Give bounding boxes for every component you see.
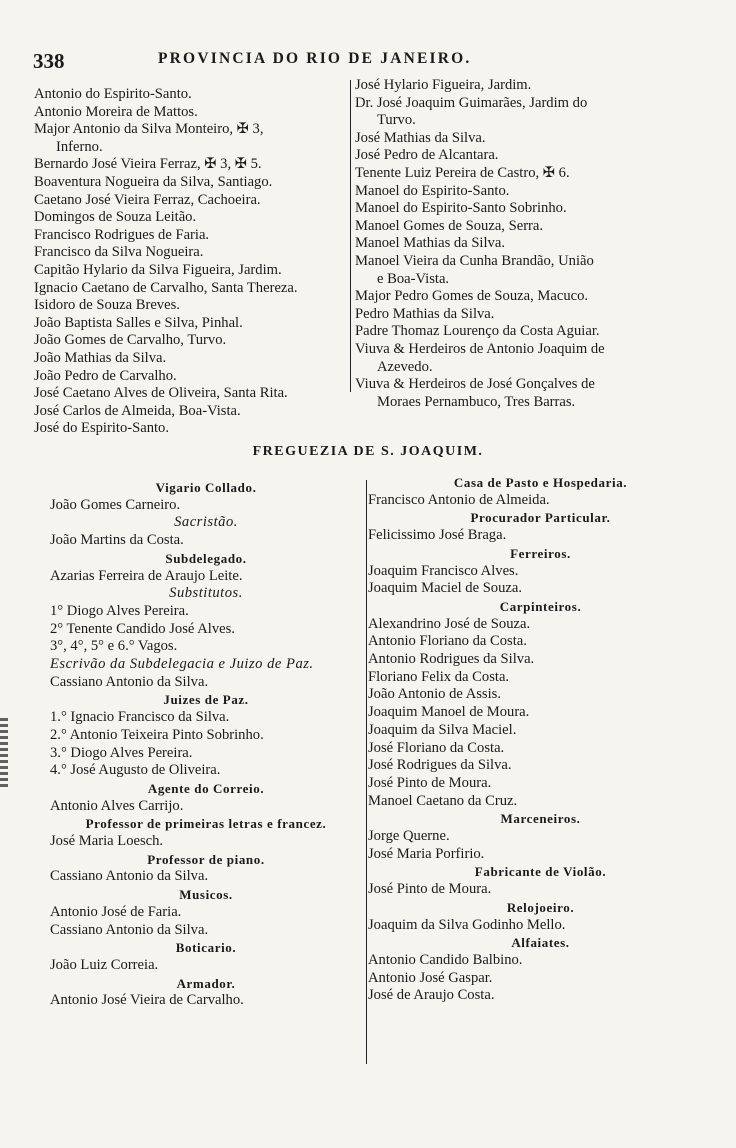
list-item: Joaquim Manoel de Moura. [368, 704, 530, 721]
list-item: Ignacio Caetano de Carvalho, Santa Thereza. [34, 279, 298, 296]
list-item: Antonio José Gaspar. [368, 969, 493, 986]
heading-boticario: Boticario. [175, 940, 237, 956]
list-item: Major Antonio da Silva Monteiro, ✠ 3, [34, 121, 264, 138]
heading-casa-de-pasto: Casa de Pasto e Hospedaria. [453, 475, 628, 490]
heading-fabricante-violao: Fabricante de Violão. [474, 864, 607, 880]
heading-musicos: Musicos. [179, 887, 233, 903]
list-item: Caetano José Vieira Ferraz, Cachoeira. [34, 191, 261, 208]
list-item: Boaventura Nogueira da Silva, Santiago. [34, 173, 273, 190]
list-item: Francisco Antonio de Almeida. [368, 491, 550, 508]
list-item: 1.° Ignacio Francisco da Silva. [50, 709, 230, 726]
list-item: 4.° José Augusto de Oliveira. [50, 762, 221, 779]
list-item: Antonio José de Faria. [50, 903, 182, 920]
list-item: João Martins da Costa. [50, 532, 184, 549]
list-item: José Pedro de Alcantara. [355, 147, 499, 164]
list-item: 2° Tenente Candido José Alves. [50, 620, 235, 637]
heading-juizes: Juizes de Paz. [163, 692, 249, 708]
list-item: Antonio Moreira de Mattos. [34, 103, 198, 120]
list-item: José Mathias da Silva. [355, 129, 486, 146]
heading-relojoeiro: Relojoeiro. [506, 899, 575, 915]
list-item: Cassiano Antonio da Silva. [50, 868, 209, 885]
list-item: José do Espirito-Santo. [34, 420, 169, 437]
heading-armador: Armador. [176, 975, 236, 991]
heading-professor-letras: Professor de primeiras letras e francez. [85, 816, 327, 832]
heading-procurador: Procurador Particular. [470, 510, 611, 526]
heading-professor-piano: Professor de piano. [147, 851, 265, 867]
list-item: Pedro Mathias da Silva. [355, 305, 495, 322]
column-divider-top [350, 80, 351, 392]
list-item: José Pinto de Moura. [368, 774, 492, 791]
left-directory-column [50, 479, 362, 1010]
list-item: Domingos de Souza Leitão. [34, 209, 197, 226]
list-item: Manoel do Espirito-Santo Sobrinho. [355, 200, 567, 217]
list-item-continuation: Turvo. [377, 112, 416, 129]
list-item: Cassiano Antonio da Silva. [50, 673, 209, 690]
list-item: Manoel Caetano da Cruz. [368, 792, 518, 809]
list-item: Francisco Rodrigues de Faria. [34, 226, 210, 243]
list-item: Jorge Querne. [368, 828, 450, 845]
list-item: Antonio Alves Carrijo. [50, 797, 184, 814]
list-item: Viuva & Herdeiros de Antonio Joaquim de [355, 340, 605, 357]
heading-sacristao: Sacristão. [174, 514, 238, 531]
heading-vigario: Vigario Collado. [155, 480, 257, 495]
list-item-continuation: Inferno. [56, 138, 103, 155]
list-item: 3.° Diogo Alves Pereira. [50, 744, 193, 761]
section-title: FREGUEZIA DE S. JOAQUIM. [252, 444, 484, 459]
list-item: Antonio do Espirito-Santo. [34, 86, 192, 102]
heading-subdelegado: Subdelegado. [165, 550, 247, 566]
list-item: José Floriano da Costa. [368, 739, 505, 756]
list-item: João Gomes Carneiro. [50, 496, 181, 513]
list-item: Antonio Floriano da Costa. [368, 633, 527, 650]
top-right-list [355, 77, 700, 411]
list-item: Antonio José Vieira de Carvalho. [50, 992, 244, 1009]
column-divider-bottom [366, 480, 367, 1064]
list-item-continuation: Moraes Pernambuco, Tres Barras. [377, 393, 576, 410]
page-number: 338 [33, 49, 65, 73]
list-item: Isidoro de Souza Breves. [34, 297, 180, 314]
list-item: Joaquim Francisco Alves. [368, 562, 519, 579]
list-item: Tenente Luiz Pereira de Castro, ✠ 6. [355, 164, 570, 181]
heading-correio: Agente do Correio. [147, 780, 265, 796]
list-item: João Antonio de Assis. [368, 686, 501, 703]
list-item: Felicissimo José Braga. [368, 527, 507, 544]
list-item-continuation: Azevedo. [377, 358, 433, 375]
list-item: Cassiano Antonio da Silva. [50, 921, 209, 938]
list-item: 2.° Antonio Teixeira Pinto Sobrinho. [50, 726, 264, 743]
list-item: José Rodrigues da Silva. [368, 757, 512, 774]
list-item: Manoel Mathias da Silva. [355, 235, 505, 252]
list-item: José Caetano Alves de Oliveira, Santa Rita. [34, 385, 288, 402]
list-item: João Baptista Salles e Silva, Pinhal. [34, 314, 243, 331]
list-item: Major Pedro Gomes de Souza, Macuco. [355, 288, 589, 305]
list-item: João Gomes de Carvalho, Turvo. [34, 332, 227, 349]
heading-carpinteiros: Carpinteiros. [499, 598, 582, 614]
list-item: João Mathias da Silva. [34, 349, 167, 366]
list-item: Bernardo José Vieira Ferraz, ✠ 3, ✠ 5. [34, 156, 262, 173]
list-item: Floriano Felix da Costa. [368, 668, 510, 685]
running-title: PROVINCIA DO RIO DE JANEIRO. [158, 50, 472, 67]
list-item: 3°, 4°, 5° e 6.° Vagos. [50, 638, 178, 655]
list-item: Joaquim Maciel de Souza. [368, 580, 523, 597]
list-item: Azarias Ferreira de Araujo Leite. [50, 567, 243, 584]
list-item: Padre Thomaz Lourenço da Costa Aguiar. [355, 323, 600, 340]
list-item: Capitão Hylario da Silva Figueira, Jardim. [34, 261, 282, 278]
list-item: Antonio Rodrigues da Silva. [368, 651, 535, 668]
list-item: José Pinto de Moura. [368, 881, 492, 898]
list-item: Joaquim da Silva Maciel. [368, 721, 517, 738]
list-item: José Hylario Figueira, Jardim. [355, 77, 532, 93]
heading-marceneiros: Marceneiros. [500, 811, 581, 827]
list-item: Francisco da Silva Nogueira. [34, 244, 204, 261]
binding-edge [0, 718, 8, 790]
list-item: Viuva & Herdeiros de José Gonçalves de [355, 376, 595, 393]
heading-ferreiros: Ferreiros. [510, 545, 571, 561]
list-item: Antonio Candido Balbino. [368, 951, 523, 968]
list-item: José Maria Porfirio. [368, 845, 485, 862]
list-item: João Pedro de Carvalho. [34, 367, 177, 384]
list-item: João Luiz Correia. [50, 956, 159, 973]
list-item: Dr. José Joaquim Guimarães, Jardim do [355, 94, 588, 111]
heading-alfaiates: Alfaiates. [511, 935, 570, 951]
top-left-list [34, 86, 346, 438]
list-item: 1° Diogo Alves Pereira. [50, 602, 189, 619]
list-item: José Carlos de Almeida, Boa-Vista. [34, 402, 241, 419]
heading-escrivao: Escrivão da Subdelegacia e Juizo de Paz. [50, 656, 314, 673]
list-item: Manoel Gomes de Souza, Serra. [355, 217, 544, 234]
list-item: José Maria Loesch. [50, 833, 164, 850]
list-item: Manoel do Espirito-Santo. [355, 182, 510, 199]
list-item: Alexandrino José de Souza. [368, 615, 531, 632]
list-item-continuation: e Boa-Vista. [377, 270, 450, 287]
list-item: Manoel Vieira da Cunha Brandão, União [355, 252, 594, 269]
heading-substitutos: Substitutos. [169, 585, 243, 602]
list-item: José de Araujo Costa. [368, 987, 495, 1004]
right-directory-column [368, 474, 713, 1005]
list-item: Joaquim da Silva Godinho Mello. [368, 916, 566, 933]
